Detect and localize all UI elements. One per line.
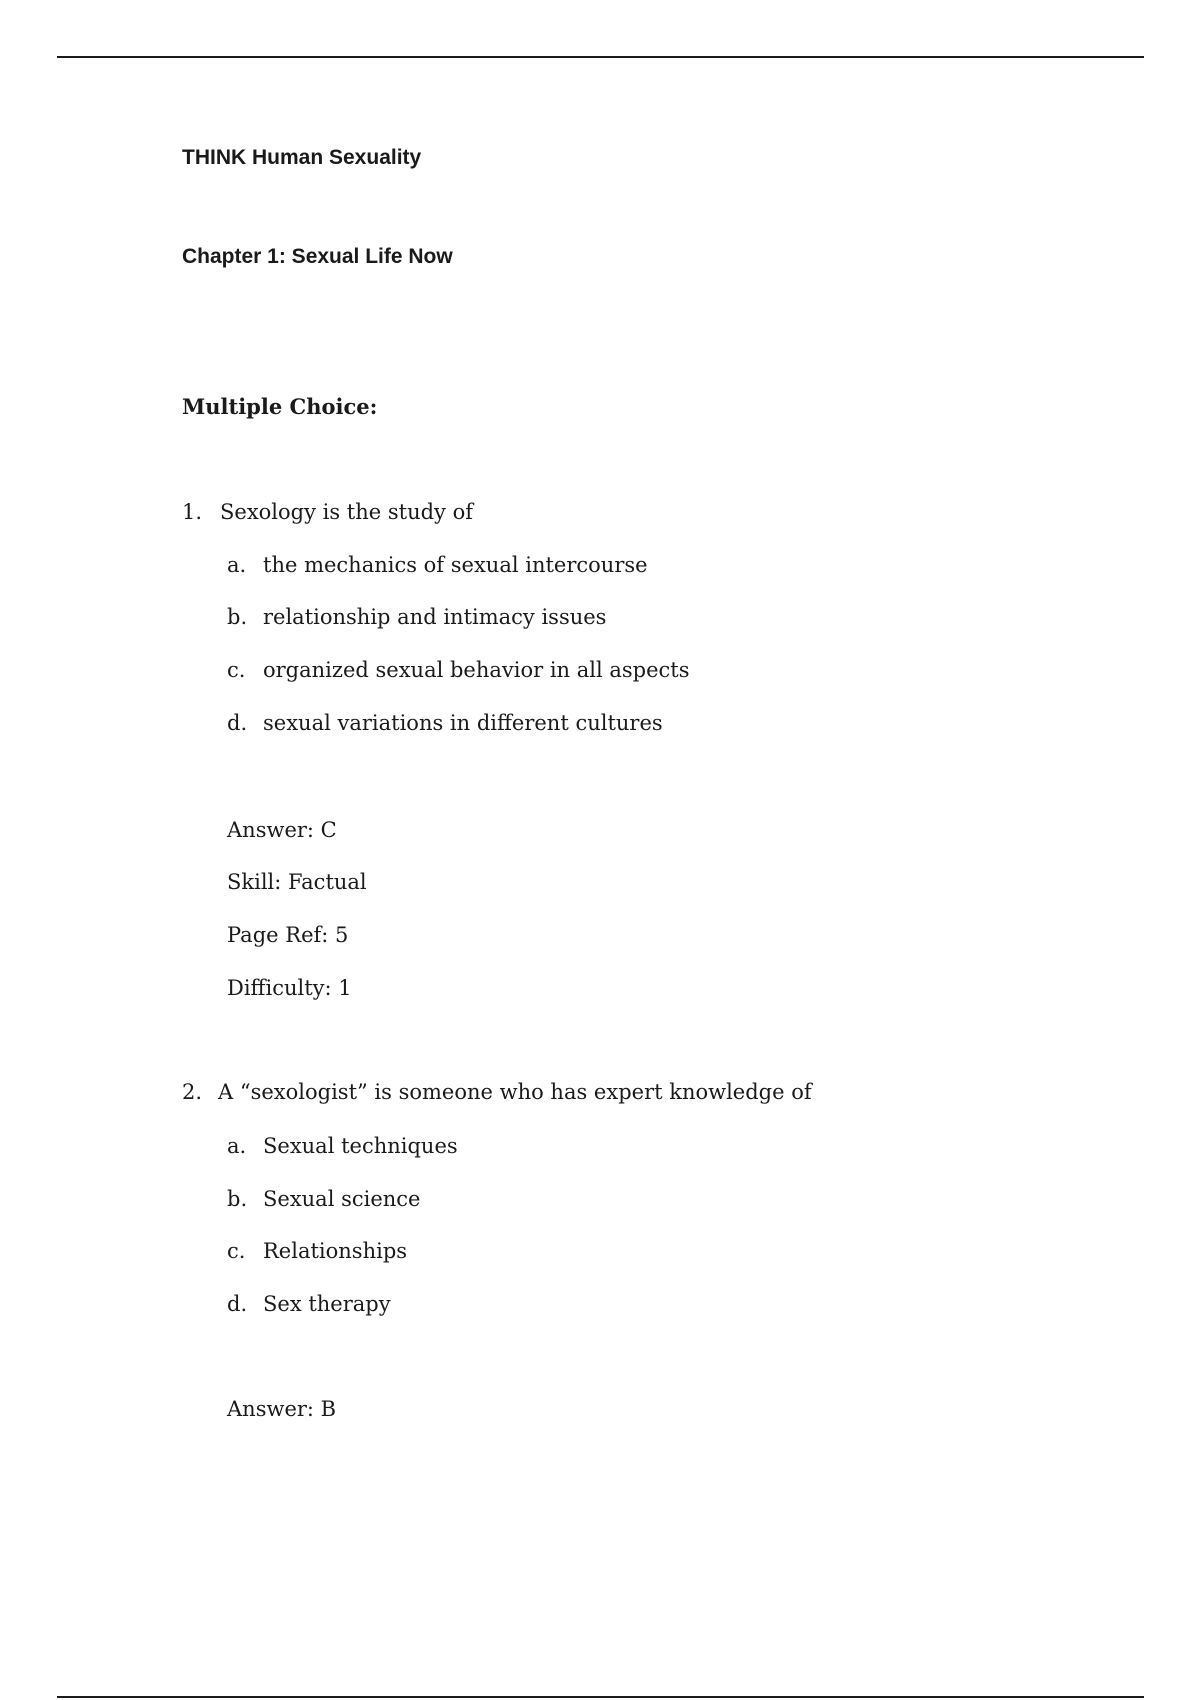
question-number: 2. <box>182 1080 203 1104</box>
option-text: Sex therapy <box>263 1292 391 1316</box>
document-title: THINK Human Sexuality <box>182 146 422 169</box>
option-letter: b. <box>227 1187 248 1211</box>
section-heading: Multiple Choice: <box>182 394 378 419</box>
option-letter: b. <box>227 605 248 629</box>
option-text: the mechanics of sexual intercourse <box>263 553 648 577</box>
option-text: Relationships <box>263 1239 408 1263</box>
option-letter: c. <box>227 1239 246 1263</box>
question-stem: A “sexologist” is someone who has expert knowledge of <box>218 1080 812 1104</box>
option-text: relationship and intimacy issues <box>263 605 607 629</box>
bottom-rule <box>57 1696 1144 1698</box>
option-text: organized sexual behavior in all aspects <box>263 658 690 682</box>
answer-line: Answer: C <box>227 818 337 842</box>
page-ref-line: Page Ref: 5 <box>227 923 349 947</box>
option-letter: a. <box>227 1134 247 1158</box>
option-letter: d. <box>227 711 248 735</box>
question-stem: Sexology is the study of <box>220 500 474 524</box>
difficulty-line: Difficulty: 1 <box>227 976 352 1000</box>
option-letter: c. <box>227 658 246 682</box>
option-letter: a. <box>227 553 247 577</box>
option-text: Sexual techniques <box>263 1134 458 1158</box>
option-letter: d. <box>227 1292 248 1316</box>
answer-line: Answer: B <box>227 1397 337 1421</box>
skill-line: Skill: Factual <box>227 870 367 894</box>
top-rule <box>57 56 1144 58</box>
question-number: 1. <box>182 500 203 524</box>
chapter-title: Chapter 1: Sexual Life Now <box>182 245 453 268</box>
option-text: Sexual science <box>263 1187 421 1211</box>
option-text: sexual variations in different cultures <box>263 711 663 735</box>
